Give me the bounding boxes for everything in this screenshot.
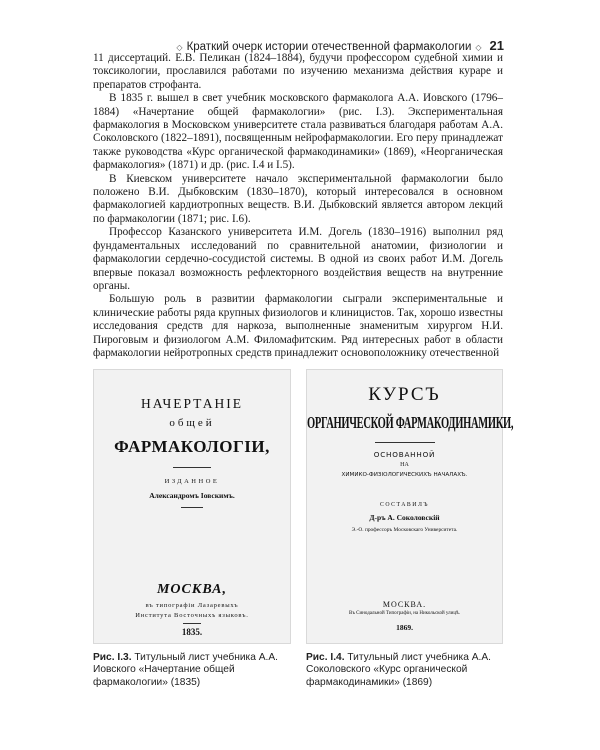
divider: [375, 442, 435, 443]
divider: [181, 507, 203, 508]
paragraph: Большую роль в развитии фармакологии сыграли экспериментальные и клинические работы ряда крупных физиологов и клиницистов. Так, хорошо известны исследования средств для наркоза, выполненные знаменитым хирургом Н.И. Пироговым и физиологом А.М. Филомафитским. Ряд интересных работ в области фармакологии нейротропных средств принадлежит основоположнику отечественной: [93, 293, 503, 359]
paragraph: 11 диссертаций. Е.В. Пеликан (1824–1884), будучи профессором судебной химии и токсикологии, прославился работами по изучению механизма действия кураре и препаратов строфанта.: [93, 52, 503, 91]
figure-caption: [306, 652, 506, 689]
paragraph: В 1835 г. вышел в свет учебник московского фармаколога А.А. Иовского (1796–1884) «Начертание общей фармакологии» (рис. I.3). Экспериментальная фармакология в Московском университете стала развиваться благодаря работам А.А. Соколовского (1822–1891), посвященным нейрофармакологии. Его перу принадлежат также руководства «Курс органической фармакодинамики» (1869), «Неорганическая фармакология» (1871) и др. (рис. I.4 и I.5).: [93, 92, 503, 172]
running-title: Краткий очерк истории отечественной фармакологии: [186, 41, 472, 53]
year-line: 1835.: [181, 627, 203, 637]
year-line: 1869.: [396, 623, 413, 632]
diamond-icon: ◇: [176, 43, 183, 52]
printer-line: Института Восточныхъ языковъ.: [135, 612, 249, 619]
city-line: МОСКВА.: [382, 600, 427, 609]
basis-line: ХИМИКО-ФИЗІОЛОГИЧЕСКИХЪ НАЧАЛАХЪ.: [341, 472, 468, 478]
figure-title-page-iovsky: [93, 369, 291, 644]
title-line: НАЧЕРТАНІЕ: [141, 396, 243, 411]
title-line: КУРСЪ: [368, 384, 441, 405]
published-line: ИЗДАННОЕ: [164, 478, 220, 485]
paragraph: Профессор Казанского университета И.М. Догель (1830–1916) выполнил ряд фундаментальных исследований по сравнительной анатомии, физиологии и фармакологии сердечно-сосудистой системы. В одной из своих работ И.М. Догель впервые показал возможность рефлекторного воздействия веществ на внутренние органы.: [93, 226, 503, 292]
city-line: МОСКВА,: [156, 582, 228, 597]
page-number: 21: [489, 38, 504, 53]
based-line: ОСНОВАННОЙ: [373, 450, 436, 459]
composed-line: СОСТАВИЛЪ: [379, 502, 429, 508]
na-line: НА: [400, 462, 409, 468]
diamond-icon: ◇: [475, 43, 482, 52]
caption-text: Титульный лист учебника А.А. Соколовского «Курс органической фармакодинамики» (1869): [306, 652, 491, 688]
running-header: [176, 38, 504, 53]
author-line: Александромъ Іовскимъ.: [149, 491, 235, 500]
printer-line: въ типографіи Лазаревыхъ: [145, 602, 239, 609]
caption-label: Рис. I.4.: [306, 652, 345, 663]
position-line: Э.-О. профессоръ Московскаго Университета.: [351, 527, 458, 533]
divider: [183, 623, 201, 624]
paragraph: В Киевском университете начало экспериментальной фармакологии было положено В.И. Дыбковским (1830–1870), который интересовался в основном фармакологией кардиотропных веществ. В.И. Дыбковский является автором лекций по фармакологии (1871; рис. I.6).: [93, 172, 503, 225]
body-text: [93, 52, 503, 360]
caption-label: Рис. I.3.: [93, 652, 132, 663]
figure-title-page-sokolovsky: [306, 369, 514, 644]
printer-line: Въ Синодальной Типографіи, на Никольской улицѣ.: [349, 611, 460, 616]
title-line: ОРГАНИЧЕСКОЙ ФАРМАКОДИНАМИКИ,: [307, 415, 514, 433]
title-line: общей: [169, 417, 215, 429]
figure-caption: [93, 652, 293, 689]
divider: [173, 467, 211, 468]
author-line: Д-ръ А. Соколовскій: [369, 513, 440, 522]
title-line: ФАРМАКОЛОГІИ,: [114, 437, 270, 456]
caption-text: Титульный лист учебника А.А. Иовского «Начертание общей фармакологии» (1835): [93, 652, 278, 688]
